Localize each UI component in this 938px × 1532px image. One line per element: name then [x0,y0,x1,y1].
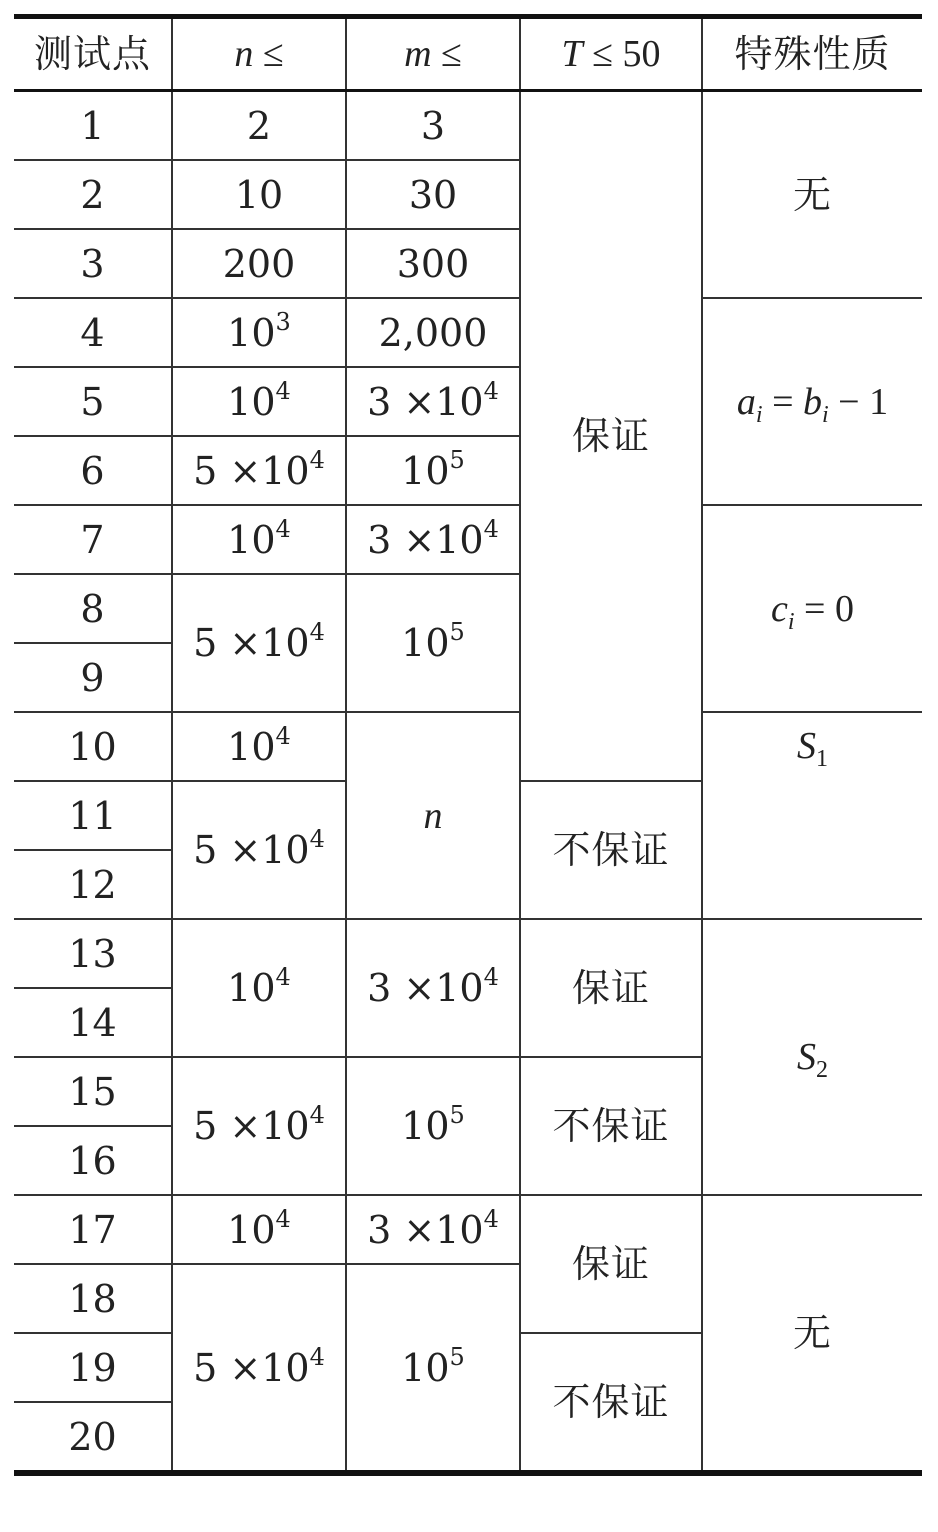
cell-n: 10 [172,160,346,229]
cell-t-guaranteed: 保证 [520,91,702,782]
header-special-property: 特殊性质 [702,17,922,91]
cell-test: 14 [14,988,172,1057]
cell-m: $3 \times 10^4$ [346,367,520,436]
cell-test: 9 [14,643,172,712]
cell-test: 2 [14,160,172,229]
table-row [14,1195,922,1264]
constraints-table [14,14,922,1476]
cell-n: $10^3$ [172,298,346,367]
cell-m-n: n [346,712,520,919]
cell-test: 15 [14,1057,172,1126]
cell-t-not-guaranteed: 不保证 [520,1333,702,1473]
cell-test: 11 [14,781,172,850]
cell-t-guaranteed: 保证 [520,919,702,1057]
cell-test: 3 [14,229,172,298]
cell-test: 6 [14,436,172,505]
header-test-point: 测试点 [33,32,151,76]
cell-test: 19 [14,1333,172,1402]
cell-m: 3 [346,91,520,161]
cell-m: $3 \times 10^4$ [346,1195,520,1264]
cell-prop-none: 无 [702,91,922,299]
cell-n: $5 \times 10^4$ [172,436,346,505]
cell-n: $10^4$ [172,505,346,574]
cell-m: 30 [346,160,520,229]
header-t: T ≤ 50 [520,17,702,91]
cell-n: $5 \times 10^4$ [172,781,346,919]
cell-prop-c: $c_i = 0$ [702,505,922,712]
cell-m: $10^5$ [346,574,520,712]
cell-test: 13 [14,919,172,988]
cell-n: $10^4$ [172,1195,346,1264]
table-row [14,298,922,367]
table-row [14,505,922,574]
cell-test: 18 [14,1264,172,1333]
cell-m: $3 \times 10^4$ [346,919,520,1057]
cell-prop-none: 无 [702,1195,922,1473]
cell-n: 200 [172,229,346,298]
cell-test: 1 [14,91,172,161]
cell-n: $10^4$ [172,367,346,436]
cell-test: 10 [14,712,172,781]
cell-test: 17 [14,1195,172,1264]
cell-t-guaranteed: 保证 [520,1195,702,1333]
cell-m: $10^5$ [346,1264,520,1473]
cell-m: $10^5$ [346,1057,520,1195]
cell-test: 7 [14,505,172,574]
header-n: n ≤ [172,17,346,91]
cell-m: 300 [346,229,520,298]
cell-m: $10^5$ [346,436,520,505]
cell-n: $10^4$ [172,919,346,1057]
cell-t-not-guaranteed: 不保证 [520,781,702,919]
header-row [14,17,922,91]
table-row [14,91,922,161]
cell-test: 8 [14,574,172,643]
cell-n: 2 [172,91,346,161]
cell-test: 12 [14,850,172,919]
cell-n: $5 \times 10^4$ [172,1264,346,1473]
cell-n: $5 \times 10^4$ [172,1057,346,1195]
cell-test: 5 [14,367,172,436]
header-m: m ≤ [346,17,520,91]
table-row [14,712,922,781]
table-container [14,14,922,1476]
cell-m: $3 \times 10^4$ [346,505,520,574]
cell-m: 2,000 [346,298,520,367]
cell-n: $5 \times 10^4$ [172,574,346,712]
cell-n: $10^4$ [172,712,346,781]
cell-prop-s2: $S_2$ [702,919,922,1195]
cell-test: 20 [14,1402,172,1473]
table-row [14,919,922,988]
cell-prop-ab: $a_i = b_i - 1$ [702,298,922,505]
cell-test: 16 [14,1126,172,1195]
cell-t-not-guaranteed: 不保证 [520,1057,702,1195]
cell-prop-s1: $S_1$ [702,712,922,919]
cell-test: 4 [14,298,172,367]
